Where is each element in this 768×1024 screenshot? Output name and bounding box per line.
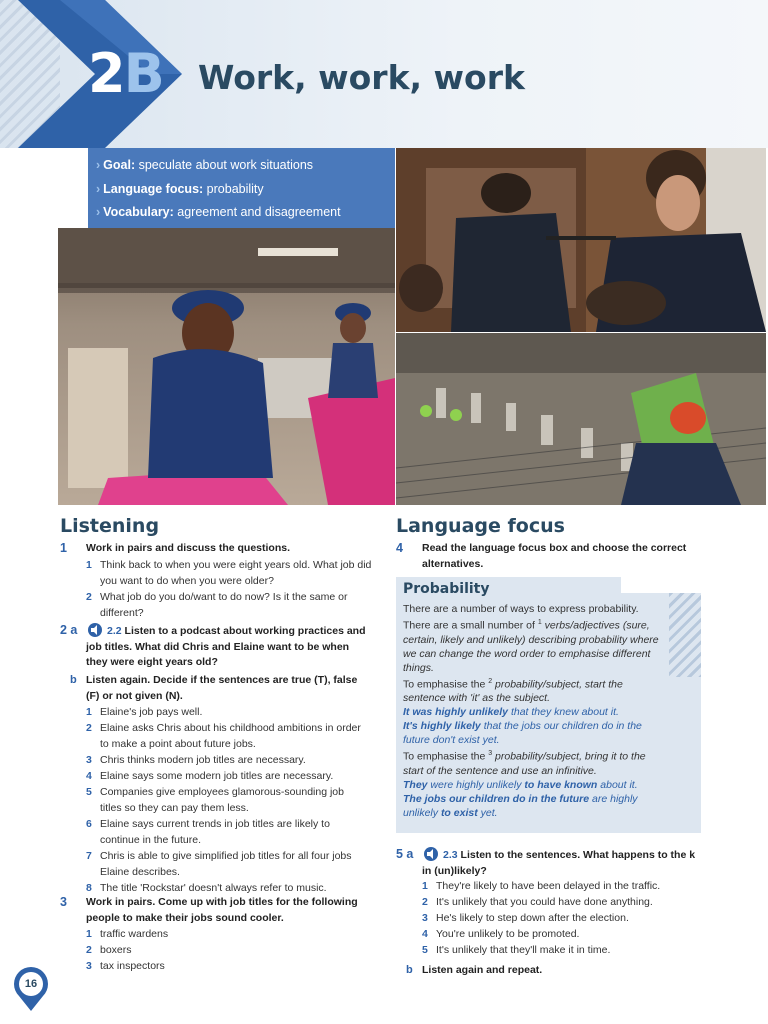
exercise-letter: b — [406, 964, 413, 976]
exercise-1 — [60, 541, 370, 621]
exercise-instruction: Read the language focus box and choose the correct alternatives. — [422, 542, 687, 570]
audio-track: 2.3 — [443, 849, 458, 861]
box-paragraph: There are a number of ways to express probability. — [403, 603, 639, 615]
exercise-instruction: 2.3 Listen to the sentences. What happens to the k in (un)likely? — [422, 849, 696, 877]
exercise-number: 4 — [396, 541, 403, 555]
list-item: Elaine says some modern job titles are necessary. — [100, 770, 334, 782]
list-item: Think back to when you were eight years old. What job did you want to do when you were older? — [100, 559, 372, 587]
exercise-instruction: Listen again and repeat. — [422, 964, 543, 976]
list-item: traffic wardens — [100, 928, 169, 940]
list-item: It's unlikely that they'll make it in time. — [436, 944, 611, 956]
exercise-2a — [60, 623, 370, 671]
list-item: Elaine asks Chris about his childhood ambitions in order to make a point about future jobs. — [100, 722, 361, 750]
vocabulary-line: › Vocabulary: agreement and disagreement — [96, 205, 341, 219]
box-paragraph: To emphasise the $^2$ probability/subject, start the sentence with 'it' as the subject. — [403, 677, 623, 704]
item-number: 8 — [86, 882, 92, 894]
exercise-number: 3 — [60, 895, 67, 909]
item-number: 3 — [86, 754, 92, 766]
goal-box — [88, 148, 395, 228]
listening-heading: Listening — [60, 515, 160, 537]
language-focus-line: › Language focus: probability — [96, 181, 264, 196]
list-item: Chris thinks modern job titles are necessary. — [100, 754, 306, 766]
list-item: Companies give employees glamorous-sounding job titles so they can pay them less. — [100, 786, 344, 814]
item-number: 1 — [86, 706, 92, 718]
unit-header — [0, 0, 768, 148]
item-number: 1 — [86, 928, 92, 940]
exercise-number: 1 — [60, 541, 67, 555]
item-number: 5 — [422, 944, 428, 956]
example-sentence: It's highly likely that the jobs our children do in the future don't exist yet. — [403, 720, 642, 746]
goal-line: › Goal: speculate about work situations — [96, 158, 314, 172]
item-number: 6 — [86, 818, 92, 830]
page-number: 16 — [24, 978, 38, 990]
list-item: Chris is able to give simplified job titles for all four jobs Elaine describes. — [100, 850, 352, 878]
exercise-number: 5 a — [396, 847, 414, 861]
list-item: They're likely to have been delayed in the traffic. — [436, 880, 661, 892]
exercise-number: 2 a — [60, 623, 78, 637]
box-text — [403, 602, 665, 820]
exercise-instruction: Work in pairs. Come up with job titles for the following people to make their jobs sound cooler. — [86, 896, 358, 924]
construction-site-photo — [396, 333, 766, 505]
exercise-4 — [396, 541, 706, 573]
item-number: 2 — [86, 944, 92, 956]
item-number: 1 — [86, 559, 92, 571]
list-item: He's likely to step down after the election. — [436, 912, 629, 924]
item-number: 4 — [86, 770, 92, 782]
example-sentence: The jobs our children do in the future are highly unlikely to exist yet. — [403, 792, 638, 819]
audio-icon[interactable] — [422, 847, 440, 861]
example-sentence: They were highly unlikely to have known about it. — [403, 778, 638, 791]
list-item: Elaine's job pays well. — [100, 706, 203, 718]
exercise-5a — [396, 847, 706, 982]
probability-box — [396, 577, 701, 833]
exercise-instruction: Listen again. Decide if the sentences are true (T), false (F) or not given (N). — [86, 674, 358, 702]
exercise-instruction: Work in pairs and discuss the questions. — [86, 542, 291, 554]
exercise-2b — [60, 673, 370, 893]
unit-letter: B — [123, 42, 163, 105]
item-number: 2 — [86, 722, 92, 734]
box-stripes — [669, 593, 701, 677]
exercise-3 — [60, 895, 370, 975]
list-item: tax inspectors — [100, 960, 165, 972]
box-tab — [621, 577, 701, 593]
list-item: What job do you do/want to do now? Is it the same or different? — [100, 591, 348, 619]
box-paragraph: To emphasise the $^3$ probability/subject, bring it to the start of the sentence and use an infinitive. — [403, 750, 646, 777]
item-number: 2 — [422, 896, 428, 908]
item-number: 1 — [422, 880, 428, 892]
hairdresser-photo — [396, 148, 766, 332]
audio-track: 2.2 — [107, 625, 122, 637]
chevron-right-icon: › — [96, 158, 101, 172]
list-item: The title 'Rockstar' doesn't always refer to music. — [100, 882, 327, 894]
item-number: 2 — [86, 591, 92, 603]
example-sentence: It was highly unlikely that they knew about it. — [403, 706, 619, 718]
exercise-letter: b — [70, 674, 77, 686]
exercise-instruction: 2.2 Listen to a podcast about working practices and job titles. What did Chris and Elaine want to be when they were eight years old? — [86, 625, 366, 668]
sewing-factory-photo — [58, 228, 395, 505]
exercise-5b — [396, 963, 706, 981]
item-number: 7 — [86, 850, 92, 862]
item-number: 3 — [422, 912, 428, 924]
audio-icon[interactable] — [86, 623, 104, 637]
list-item: It's unlikely that you could have done anything. — [436, 896, 653, 908]
item-number: 5 — [86, 786, 92, 798]
box-paragraph: There are a small number of $^1$ verbs/adjectives (sure, certain, likely and unlikely) describing probability where we can change the word order to emphasise different things. — [403, 619, 659, 674]
item-number: 3 — [86, 960, 92, 972]
list-item: You're unlikely to be promoted. — [436, 928, 580, 940]
unit-number: 2B — [88, 42, 163, 105]
list-item: Elaine says current trends in job titles are likely to continue in the future. — [100, 818, 330, 846]
page-title: Work, work, work — [198, 58, 525, 97]
language-focus-heading: Language focus — [396, 515, 565, 537]
list-item: boxers — [100, 944, 132, 956]
box-title: Probability — [403, 581, 490, 597]
chevron-right-icon: › — [96, 181, 101, 196]
chevron-right-icon: › — [96, 205, 101, 219]
item-number: 4 — [422, 928, 428, 940]
